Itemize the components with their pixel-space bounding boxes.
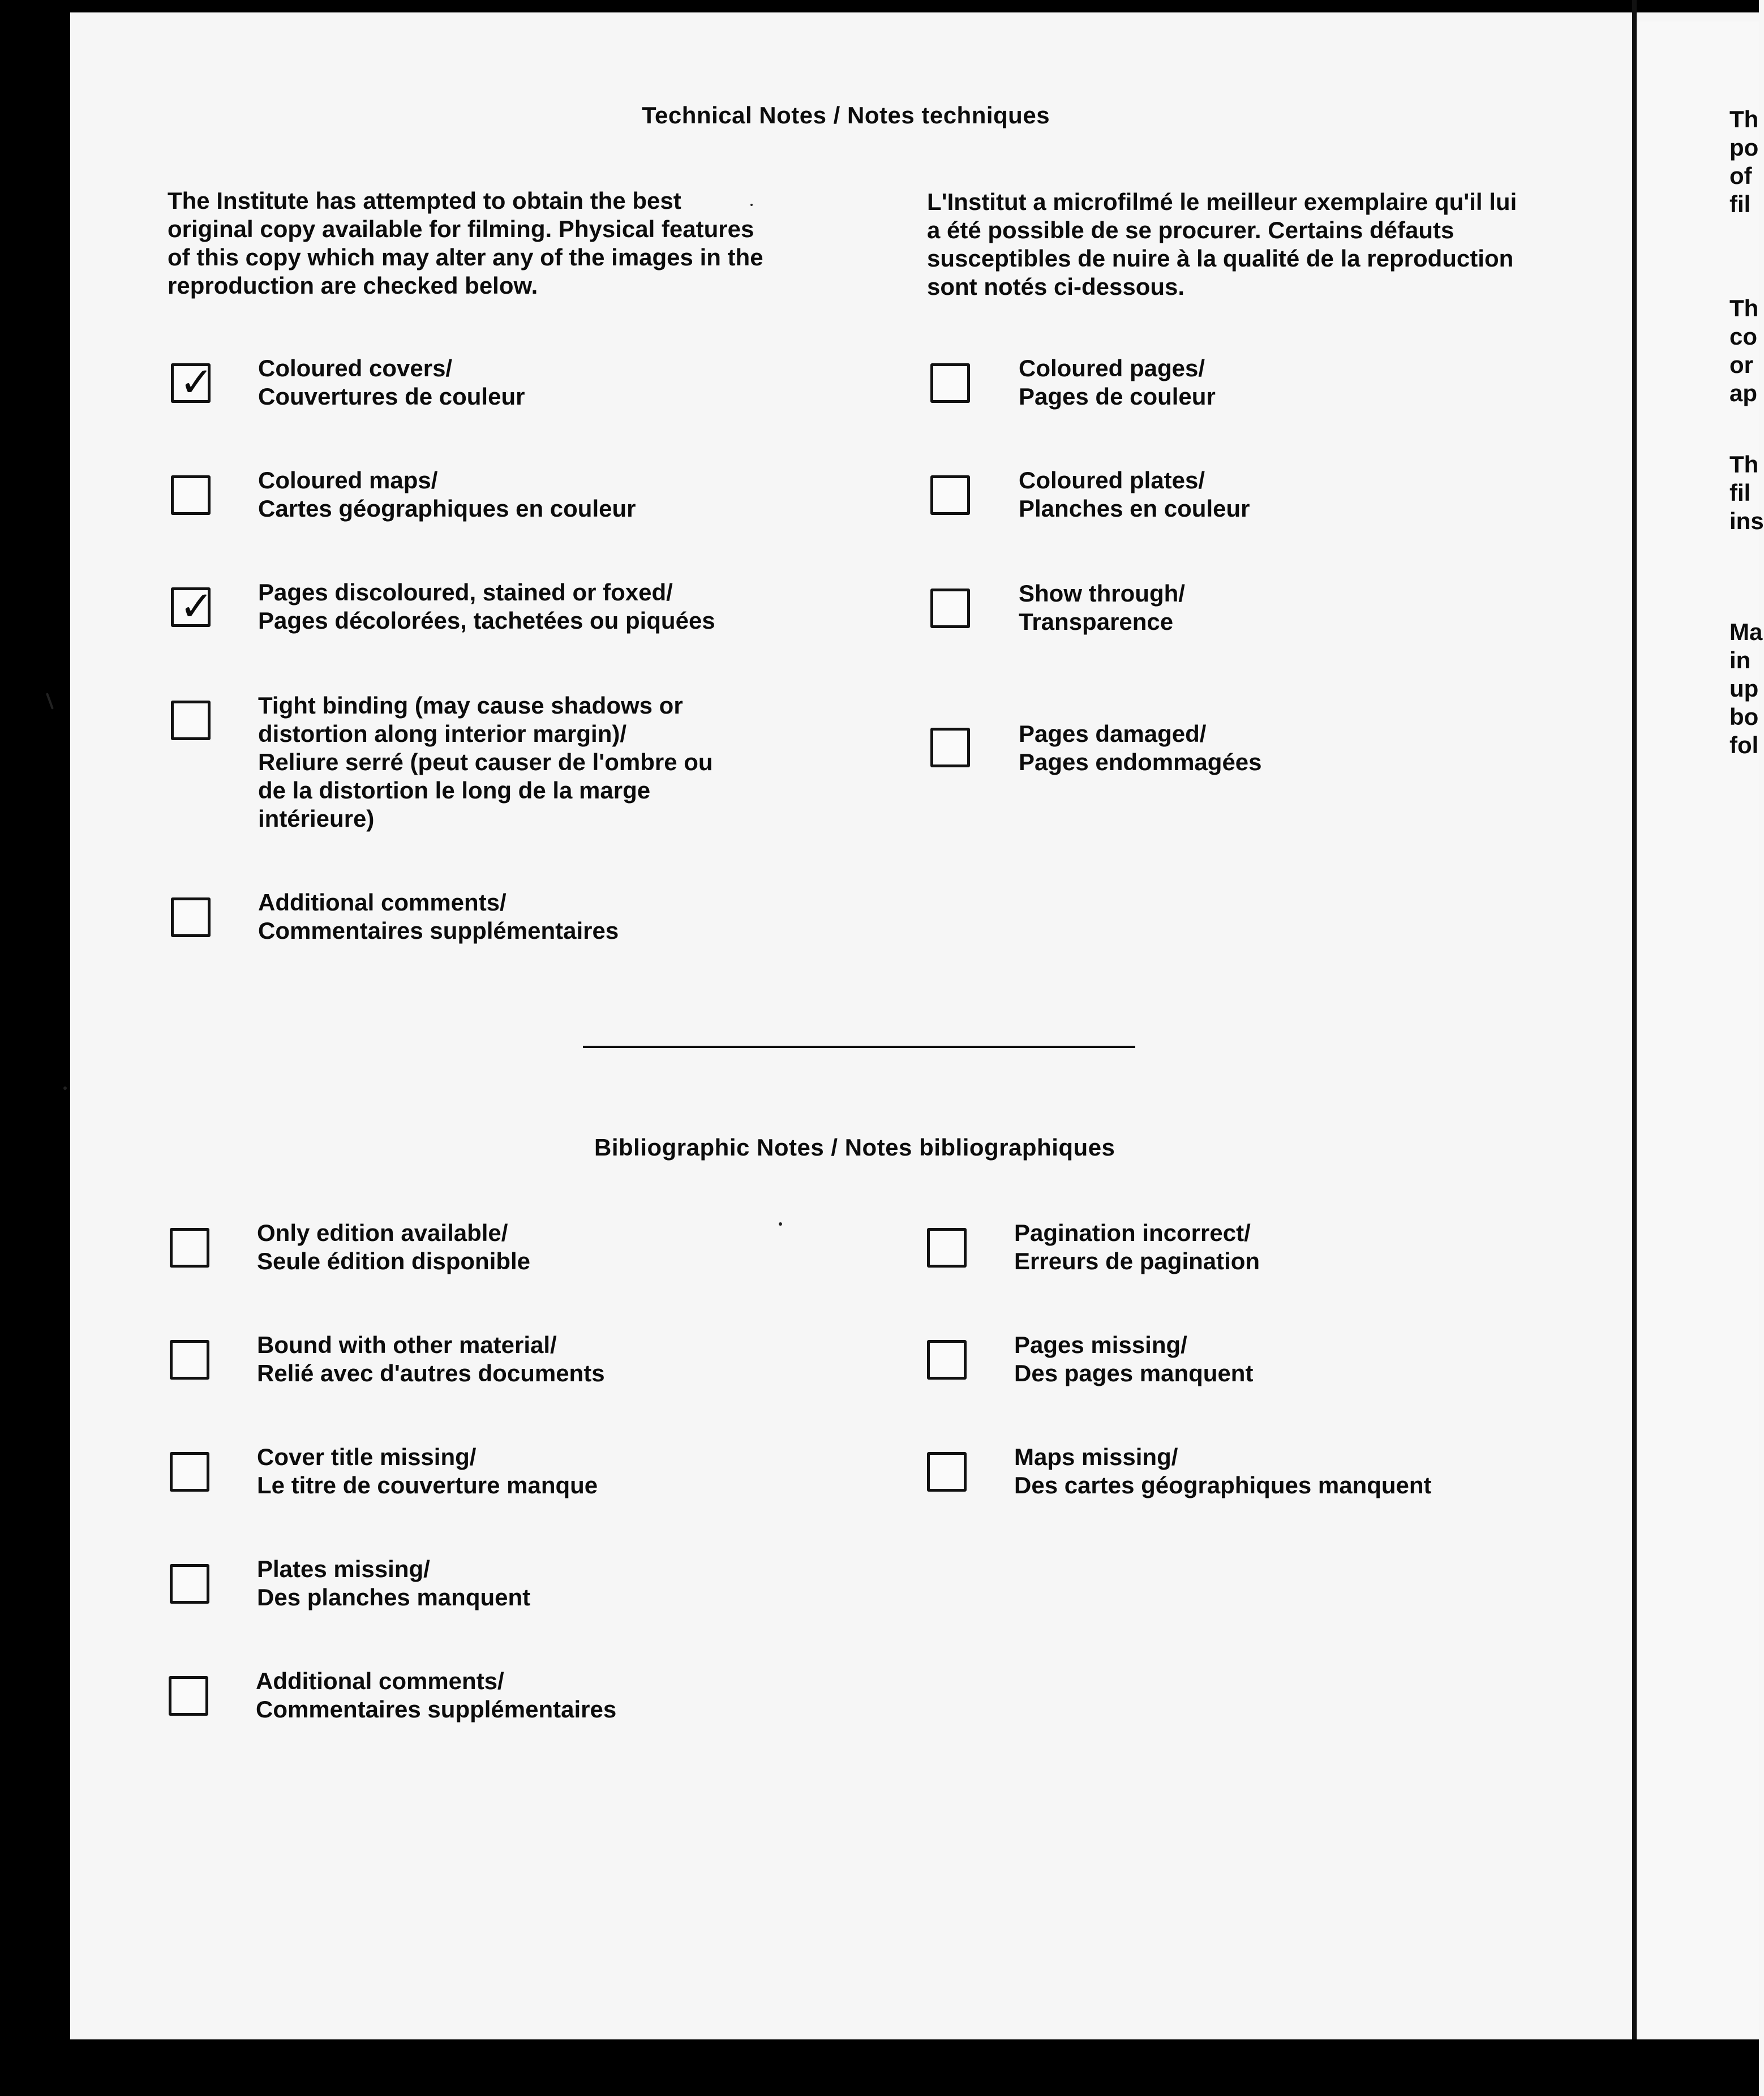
label-additional-comments-bibliographic: Additional comments/ Commentaires supplémentaires <box>256 1668 617 1723</box>
checkbox-additional-comments-technical[interactable] <box>171 897 211 937</box>
label-cover-title-missing: Cover title missing/ Le titre de couverture manque <box>257 1444 598 1498</box>
checkbox-bound-with-other[interactable] <box>170 1340 209 1380</box>
label-coloured-maps: Coloured maps/ Cartes géographiques en couleur <box>258 467 636 522</box>
checkbox-coloured-plates[interactable] <box>930 475 970 515</box>
technical-notes-heading: Technical Notes / Notes techniques <box>642 102 1050 128</box>
page-sheet <box>70 12 1632 2039</box>
adjacent-page-fragment-group-3: Th fil ins <box>1729 451 1764 534</box>
bibliographic-notes-heading: Bibliographic Notes / Notes bibliographiques <box>594 1134 1115 1161</box>
adjacent-page-fragment-group-4: Ma in up bo fol <box>1729 619 1763 758</box>
technical-intro-english: The Institute has attempted to obtain the best original copy available for filming. Physical features of this copy which may alter any of the images in the reproduction are checked below. <box>168 187 763 299</box>
checkbox-cover-title-missing[interactable] <box>170 1452 209 1492</box>
label-bound-with-other: Bound with other material/ Relié avec d'autres documents <box>257 1332 605 1386</box>
label-coloured-plates: Coloured plates/ Planches en couleur <box>1019 467 1250 522</box>
checkbox-coloured-covers[interactable] <box>171 358 214 406</box>
scan-border-bottom <box>0 2039 1759 2096</box>
label-tight-binding: Tight binding (may cause shadows or distortion along interior margin)/ Reliure serré (peut causer de l'ombre ou de la distortion le long de la marge intérieure) <box>258 692 713 832</box>
label-pagination-incorrect: Pagination incorrect/ Erreurs de pagination <box>1014 1219 1260 1274</box>
label-only-edition: Only edition available/ Seule édition disponible <box>257 1219 531 1274</box>
label-show-through: Show through/ Transparence <box>1019 580 1185 635</box>
adjacent-page-fragment-group-1: Th po of fil <box>1729 106 1759 217</box>
checkbox-coloured-pages[interactable] <box>930 363 970 403</box>
checkbox-coloured-maps[interactable] <box>171 475 211 515</box>
label-pages-damaged: Pages damaged/ Pages endommagées <box>1019 720 1262 775</box>
label-coloured-pages: Coloured pages/ Pages de couleur <box>1019 355 1216 410</box>
label-coloured-covers: Coloured covers/ Couvertures de couleur <box>258 355 525 410</box>
technical-intro-french: L'Institut a microfilmé le meilleur exemplaire qu'il lui a été possible de se procurer. Certains défauts susceptibles de nuire à la qualité de la reproduction sont notés ci-dessous. <box>927 188 1517 300</box>
page-gutter <box>1632 0 1637 2039</box>
checkbox-show-through[interactable] <box>930 589 970 628</box>
checkmark-icon: ✓ <box>179 358 214 406</box>
checkbox-pagination-incorrect[interactable] <box>927 1228 967 1268</box>
label-maps-missing: Maps missing/ Des cartes géographiques manquent <box>1014 1444 1432 1498</box>
checkbox-tight-binding[interactable] <box>171 701 211 740</box>
checkbox-additional-comments-bibliographic[interactable] <box>169 1676 208 1716</box>
section-divider <box>583 1046 1135 1048</box>
label-additional-comments-technical: Additional comments/ Commentaires supplémentaires <box>258 889 619 944</box>
checkbox-pages-missing[interactable] <box>927 1340 967 1380</box>
scan-speck <box>63 1086 67 1090</box>
checkbox-only-edition[interactable] <box>170 1228 209 1268</box>
checkbox-maps-missing[interactable] <box>927 1452 967 1492</box>
scan-speck <box>779 1222 782 1226</box>
checkbox-plates-missing[interactable] <box>170 1564 209 1604</box>
checkmark-icon: ✓ <box>179 582 214 630</box>
checkbox-pages-discoloured[interactable] <box>171 582 214 630</box>
label-pages-missing: Pages missing/ Des pages manquent <box>1014 1332 1254 1386</box>
scan-border-left <box>0 0 70 2096</box>
scan-border-top <box>0 0 1759 12</box>
adjacent-page-fragment-group-2: Th co or ap <box>1729 295 1759 406</box>
label-pages-discoloured: Pages discoloured, stained or foxed/ Pages décolorées, tachetées ou piquées <box>258 579 715 634</box>
label-plates-missing: Plates missing/ Des planches manquent <box>257 1556 531 1610</box>
checkbox-pages-damaged[interactable] <box>930 728 970 767</box>
